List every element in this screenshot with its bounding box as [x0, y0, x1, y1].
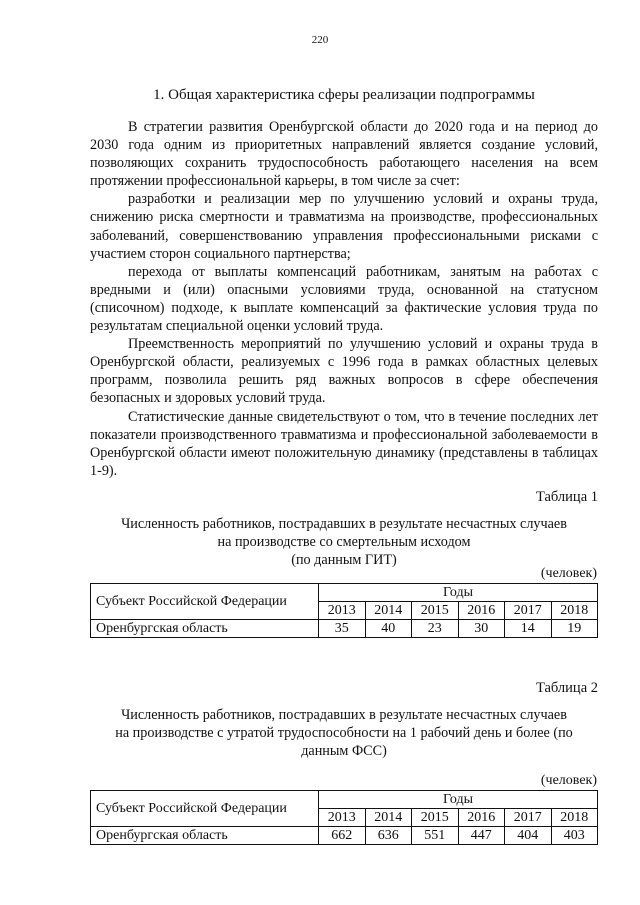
table1-caption-line: на производстве со смертельным исходом	[217, 534, 471, 550]
paragraph: В стратегии развития Оренбургской области до 2020 года и на период до 2030 года одним из приоритетных направлений является создание условий, позволяющих сохранить трудоспособность работающего населения на всем протяжении профессиональной карьеры, в том числе за счет:	[90, 119, 598, 190]
value-cell: 14	[505, 620, 552, 638]
value-cell: 30	[458, 620, 505, 638]
subject-header: Субъект Российской Федерации	[91, 791, 319, 827]
year-cell: 2015	[412, 809, 459, 827]
value-cell: 40	[365, 620, 412, 638]
table-row	[91, 620, 598, 638]
row-label: Оренбургская область	[91, 827, 319, 845]
value-cell: 551	[412, 827, 459, 845]
value-cell: 662	[319, 827, 366, 845]
value-cell: 447	[458, 827, 505, 845]
value-cell: 23	[412, 620, 459, 638]
table2-caption-line: Численность работников, пострадавших в результате несчастных случаев	[121, 707, 567, 723]
table2-unit: (человек)	[540, 773, 597, 788]
year-cell: 2018	[551, 602, 598, 620]
section-title: 1. Общая характеристика сферы реализации подпрограммы	[153, 87, 535, 103]
table-header-row	[91, 584, 598, 602]
paragraph: Преемственность мероприятий по улучшению условий и охраны труда в Оренбургской области, реализуемых с 1996 года в рамках областных целевых программ, позволила решить ряд важных вопросов в сфере обеспечения безопасных и здоровых условий труда.	[90, 336, 598, 407]
subject-header: Субъект Российской Федерации	[91, 584, 319, 620]
table2-label: Таблица 2	[535, 680, 598, 696]
year-cell: 2013	[319, 809, 366, 827]
year-cell: 2018	[551, 809, 598, 827]
year-cell: 2017	[505, 809, 552, 827]
body-text	[90, 118, 598, 480]
table2	[90, 790, 598, 845]
years-header: Годы	[319, 791, 598, 809]
value-cell: 636	[365, 827, 412, 845]
paragraph: разработки и реализации мер по улучшению условий и охраны труда, снижению риска смертности и травматизма на производстве, профессиональных заболеваний, совершенствованию управления профессиональными рисками с участием сторон социального партнерства;	[90, 191, 598, 262]
year-cell: 2015	[412, 602, 459, 620]
paragraph: Статистические данные свидетельствуют о том, что в течение последних лет показатели производственного травматизма и профессиональной заболеваемости в Оренбургской области имеют положительную динамику (представлены в таблицах 1-9).	[90, 408, 598, 479]
table2-caption-line: на производстве с утратой трудоспособности на 1 рабочий день и более (по	[115, 725, 573, 741]
years-header: Годы	[319, 584, 598, 602]
year-cell: 2016	[458, 602, 505, 620]
year-cell: 2013	[319, 602, 366, 620]
page-number: 220	[311, 34, 329, 46]
value-cell: 403	[551, 827, 598, 845]
value-cell: 35	[319, 620, 366, 638]
table1-caption-line: Численность работников, пострадавших в результате несчастных случаев	[121, 516, 567, 532]
value-cell: 19	[551, 620, 598, 638]
table1-caption-line: (по данным ГИТ)	[291, 552, 397, 568]
table1-label: Таблица 1	[535, 489, 598, 505]
table-row	[91, 827, 598, 845]
year-cell: 2017	[505, 602, 552, 620]
table2-caption	[90, 706, 598, 760]
year-cell: 2016	[458, 809, 505, 827]
table-header-row	[91, 791, 598, 809]
table1	[90, 583, 598, 638]
table1-unit: (человек)	[540, 566, 597, 581]
year-cell: 2014	[365, 809, 412, 827]
table2-caption-line: данным ФСС)	[301, 743, 387, 759]
row-label: Оренбургская область	[91, 620, 319, 638]
value-cell: 404	[505, 827, 552, 845]
year-cell: 2014	[365, 602, 412, 620]
paragraph: перехода от выплаты компенсаций работникам, занятым на работах с вредными и (или) опасными условиями труда, основанной на статусном (списочном) подходе, к выплате компенсаций за фактические условия труда по результатам специальной оценки условий труда.	[90, 263, 598, 335]
table1-caption	[90, 515, 598, 569]
